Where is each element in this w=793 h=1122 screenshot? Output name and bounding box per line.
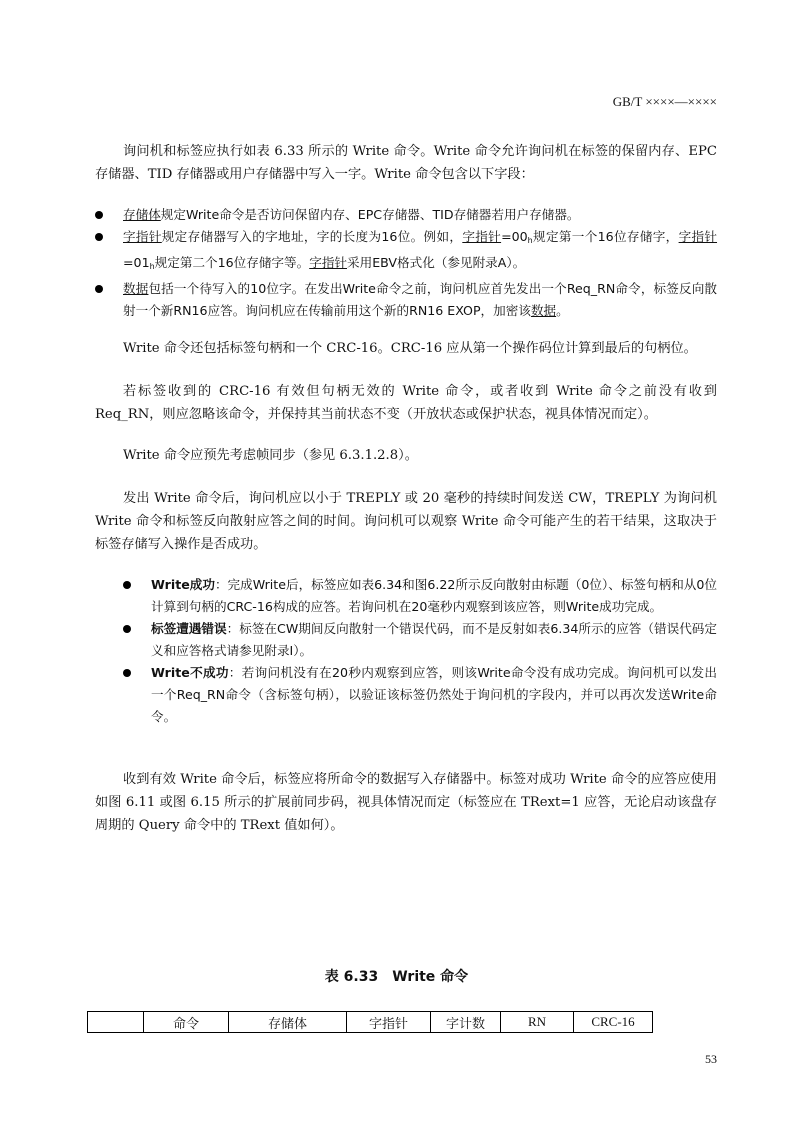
field-list xyxy=(95,204,717,322)
field-term: 字指针 xyxy=(309,255,347,270)
table-header-cell: 字指针 xyxy=(347,1012,431,1033)
bullet-icon xyxy=(123,625,131,633)
field-term: 存储体 xyxy=(123,207,161,222)
bullet-icon xyxy=(95,285,103,293)
standard-number: GB/T ××××—×××× xyxy=(612,94,717,109)
result-description: ：完成Write后，标签应如表6.34和图6.22所示反向散射由标题（0位）、标签句柄和从0位计算到句柄的CRC-16构成的应答。若询问机在20毫秒内观察到该应答，则Write成功完成。 xyxy=(151,577,718,614)
bullet-icon xyxy=(95,211,103,219)
result-title: Write不成功 xyxy=(151,665,229,680)
field-term: 字指针 xyxy=(462,229,502,244)
field-term: 字指针 xyxy=(678,229,718,244)
field-description: 规定Write命令是否访问保留内存、EPC存储器、TID存储器若用户存储器。 xyxy=(160,207,580,222)
field-description: 包括一个待写入的10位字。在发出Write命令之前，询问机应首先发出一个Req_RN命令，标签反向散射一个新RN16应答。询问机应在传输前用这个新的RN16 EXOP，加密该 xyxy=(123,281,718,318)
field-description: 采用EBV格式化（参见附录A）。 xyxy=(347,255,526,270)
treply-paragraph: 发出 Write 命令后，询问机应以小于 TREPLY 或 20 毫秒的持续时间发送 CW，TREPLY 为询问机 Write 命令和标签反向散射应答之间的时间。询问机可以观察 Write 命令可能产生的若干结果，这取决于标签存储写入操作是否成功。 xyxy=(95,491,717,552)
field-description: =01 xyxy=(123,255,150,270)
result-description: ：标签在CW期间反向散射一个错误代码，而不是反射如表6.34所示的应答（错误代码定义和应答格式请参见附录I）。 xyxy=(151,621,718,658)
invalid-handle-paragraph: 若标签收到的 CRC-16 有效但句柄无效的 Write 命令，或者收到 Write 命令之前没有收到 Req_RN，则应忽略该命令，并保持其当前状态不变（开放状态或保护状态，视具体情况而定）。 xyxy=(95,384,717,422)
intro-paragraph: 询问机和标签应执行如表 6.33 所示的 Write 命令。Write 命令允许询问机在标签的保留内存、EPC 存储器、TID 存储器或用户存储器中写入一字。Write 命令包含以下字段： xyxy=(95,144,717,182)
result-item-failure xyxy=(123,662,717,728)
write-command-table xyxy=(87,1011,653,1033)
hex-subscript: h xyxy=(149,262,155,271)
hex-subscript: h xyxy=(527,236,533,245)
field-term: 数据 xyxy=(530,303,557,318)
handle-crc-paragraph: Write 命令还包括标签句柄和一个 CRC-16。CRC-16 应从第一个操作码位计算到最后的句柄位。 xyxy=(123,341,697,356)
table-header-cell: 命令 xyxy=(144,1012,229,1033)
result-list xyxy=(123,574,717,728)
field-item-word-pointer xyxy=(95,226,717,278)
table-header-cell: 存储体 xyxy=(229,1012,347,1033)
result-title: 标签遭遇错误 xyxy=(151,621,227,636)
field-item-memory-bank xyxy=(95,204,717,226)
page-number: 53 xyxy=(705,1052,717,1066)
reply-paragraph: 收到有效 Write 命令后，标签应将所命令的数据写入存储器中。标签对成功 Write 命令的应答应使用如图 6.11 或图 6.15 所示的扩展前同步码，视具体情况而定（标签应在 TRext=1 应答，无论启动该盘存周期的 Query 命令中的 TRext 值如何）。 xyxy=(95,772,717,833)
table-header-cell: RN xyxy=(501,1012,574,1033)
frame-sync-paragraph: Write 命令应预先考虑帧同步（参见 6.3.1.2.8）。 xyxy=(123,448,418,463)
table-header-cell: CRC-16 xyxy=(574,1012,653,1033)
field-description: 规定存储器写入的字地址，字的长度为16位。例如， xyxy=(161,229,463,244)
field-term: 数据 xyxy=(123,281,149,296)
table-caption: 表 6.33 Write 命令 xyxy=(324,969,469,985)
bullet-icon xyxy=(123,669,131,677)
result-item-error xyxy=(123,618,717,662)
table-header-cell xyxy=(88,1012,144,1033)
table-header-cell: 字计数 xyxy=(431,1012,501,1033)
field-description: 规定第一个16位存储字， xyxy=(532,229,679,244)
field-item-data xyxy=(95,278,717,322)
field-description: 规定第二个16位存储字等。 xyxy=(154,255,310,270)
result-item-success xyxy=(123,574,717,618)
field-description: =00 xyxy=(501,229,528,244)
result-title: Write成功 xyxy=(151,577,215,592)
field-description: 。 xyxy=(556,303,569,318)
field-term: 字指针 xyxy=(123,229,162,244)
bullet-icon xyxy=(123,581,131,589)
result-description: ：若询问机没有在20秒内观察到应答，则该Write命令没有成功完成。询问机可以发出一个Req_RN命令（含标签句柄），以验证该标签仍然处于询问机的字段内，并可以再次发送Write命令。 xyxy=(151,665,717,724)
table-row xyxy=(88,1012,653,1033)
bullet-icon xyxy=(95,233,103,241)
